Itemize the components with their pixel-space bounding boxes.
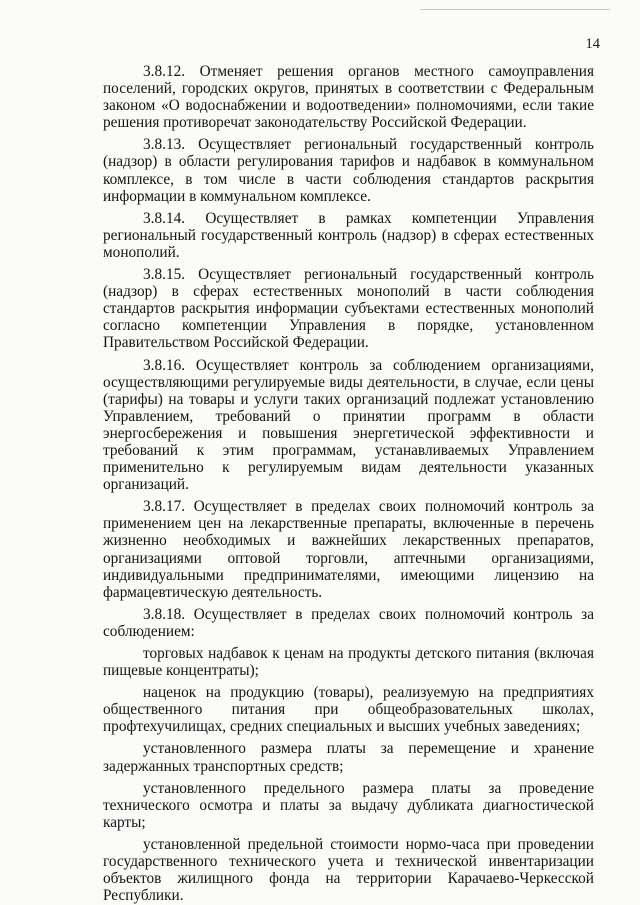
scan-edge-line <box>420 9 610 10</box>
clause-3-8-18-item: установленного размера платы за перемещение и хранение задержанных транспортных средств; <box>103 740 594 775</box>
document-body <box>103 63 594 905</box>
clause-3-8-17: 3.8.17. Осуществляет в пределах своих полномочий контроль за применением цен на лекарственные препараты, включенные в перечень жизненно необходимых и важнейших лекарственных препаратов, организациями оптовой торговли, аптечными организациями, индивидуальными предпринимателями, имеющими лицензию на фармацевтическую деятельность. <box>103 498 594 601</box>
clause-3-8-13: 3.8.13. Осуществляет региональный государственный контроль (надзор) в области регулирования тарифов и надбавок в коммунальном комплексе, в том числе в части соблюдения стандартов раскрытия информации в коммунальном комплексе. <box>103 136 594 205</box>
clause-3-8-18-item: торговых надбавок к ценам на продукты детского питания (включая пищевые концентраты); <box>103 645 594 680</box>
clause-3-8-12: 3.8.12. Отменяет решения органов местного самоуправления поселений, городских округов, принятых в соответствии с Федеральным законом «О водоснабжении и водоотведении» полномочиями, если такие решения противоречат законодательству Российской Федерации. <box>103 63 594 132</box>
clause-3-8-18-item: установленного предельного размера платы за проведение технического осмотра и платы за выдачу дубликата диагностической карты; <box>103 779 594 831</box>
clause-3-8-14: 3.8.14. Осуществляет в рамках компетенции Управления региональный государственный контроль (надзор) в сферах естественных монополий. <box>103 209 594 261</box>
clause-3-8-16: 3.8.16. Осуществляет контроль за соблюдением организациями, осуществляющими регулируемые виды деятельности, в случае, если цены (тарифы) на товары и услуги таких организаций подлежат установлению Управлением, требований о принятии программ в области энергосбережения и повышения энергетической эффективности и требований к этим программам, устанавливаемых Управлением применительно к регулируемым видам деятельности указанных организаций. <box>103 356 594 494</box>
clause-3-8-18-item: наценок на продукцию (товары), реализуемую на предприятиях общественного питания при общеобразовательных школах, профтехучилищах, средних специальных и высших учебных заведениях; <box>103 684 594 736</box>
page-number: 14 <box>585 36 600 52</box>
clause-3-8-18-item: установленной предельной стоимости нормо-часа при проведении государственного технического учета и технической инвентаризации объектов жилищного фонда на территории Карачаево-Черкесской Республики. <box>103 835 594 905</box>
clause-3-8-18: 3.8.18. Осуществляет в пределах своих полномочий контроль за соблюдением: <box>103 605 594 640</box>
clause-3-8-15: 3.8.15. Осуществляет региональный государственный контроль (надзор) в сферах естественных монополий в части соблюдения стандартов раскрытия информации субъектами естественных монополий согласно компетенции Управления в порядке, установленном Правительством Российской Федерации. <box>103 266 594 352</box>
